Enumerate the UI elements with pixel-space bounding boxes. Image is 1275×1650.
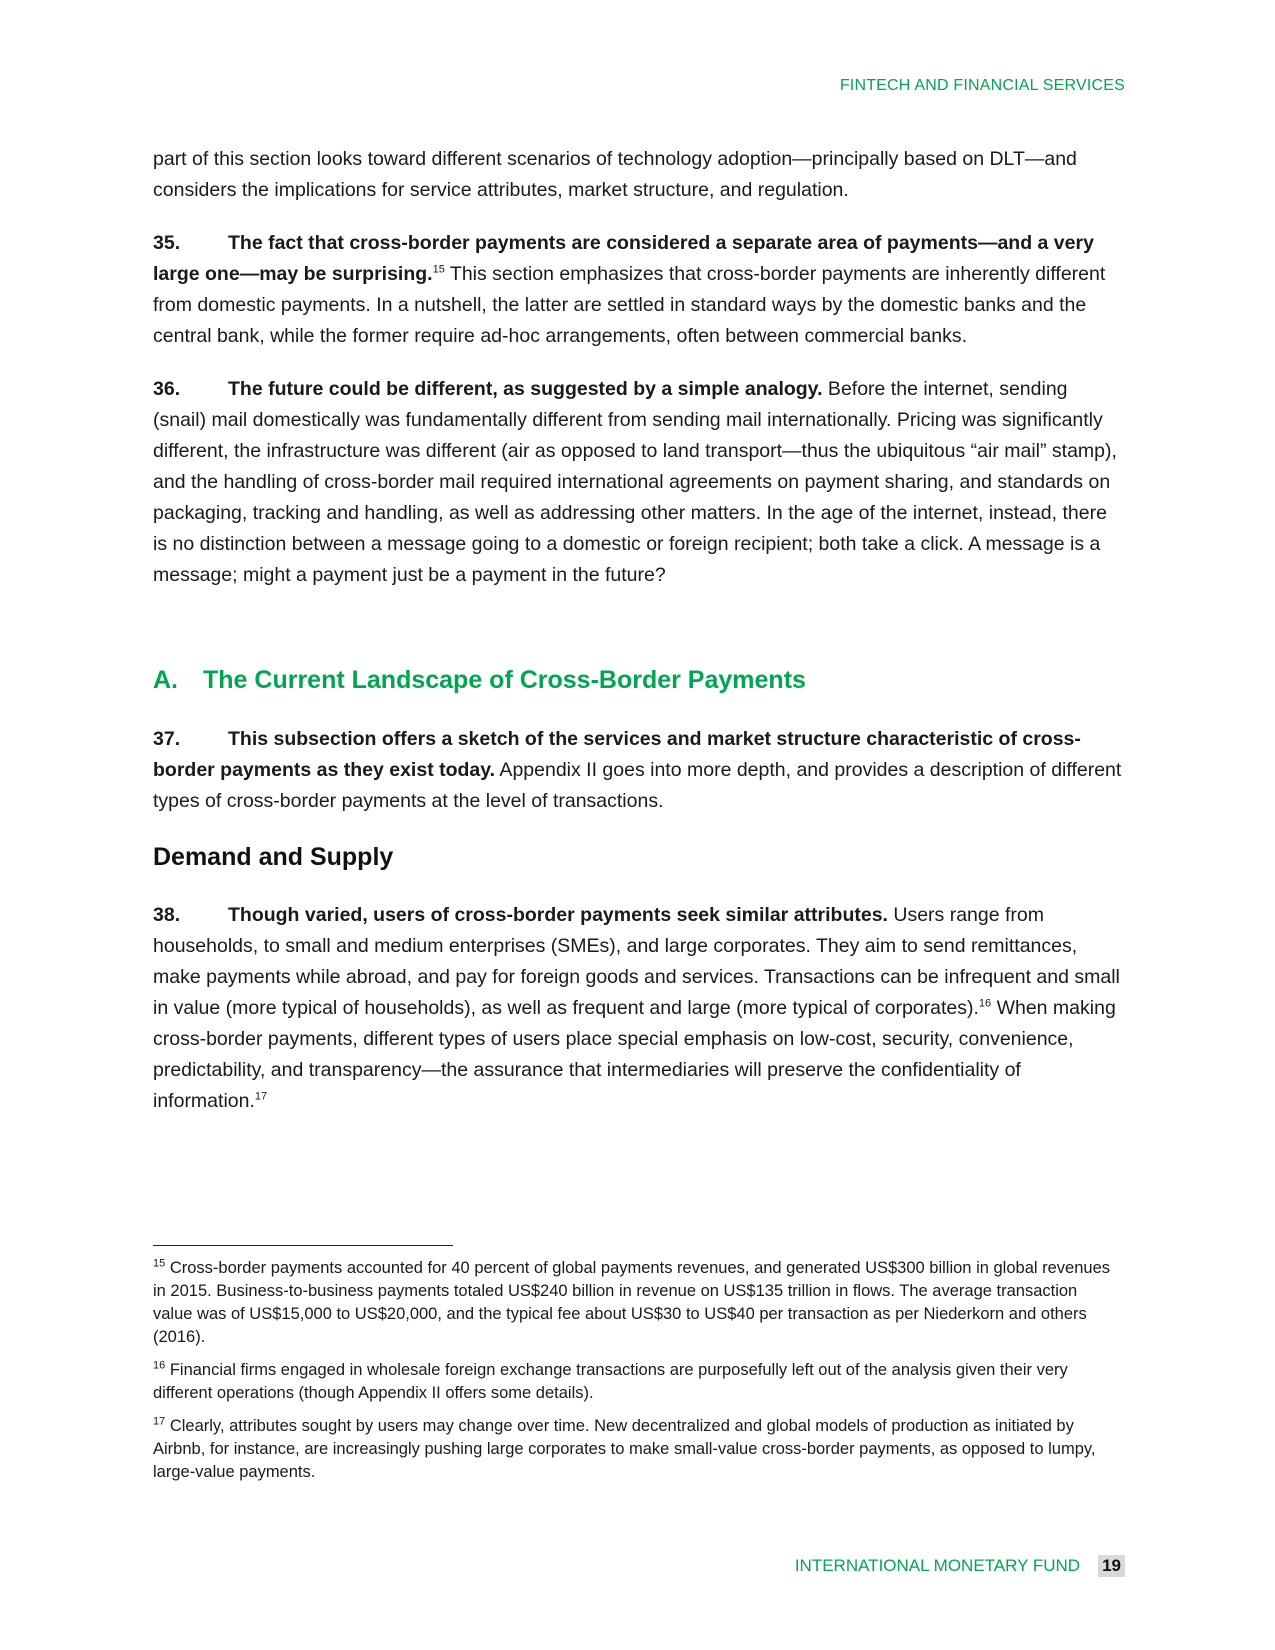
footnote-16 <box>153 1359 1113 1405</box>
footer-org: INTERNATIONAL MONETARY FUND <box>794 1556 1081 1575</box>
footnote-text: Cross-border payments accounted for 40 percent of global payments revenues, and generated US$300 billion in global revenues in 2015. Business-to-business payments totaled US$240 billion in revenue on US$135 trillion in flows. The average transaction value was of US$15,000 to US$20,000, and the typical fee about US$30 to US$40 per transaction as per Niederkorn and others (2016). <box>153 1259 1110 1346</box>
subsection-heading: Demand and Supply <box>153 843 394 871</box>
paragraph-number: 38. <box>153 904 181 926</box>
footnote-text: Clearly, attributes sought by users may change over time. New decentralized and global models of production as initiated by Airbnb, for instance, are increasingly pushing large corporates to make small-value cross-border payments, as opposed to lumpy, large-value payments. <box>153 1417 1096 1481</box>
body-block-top <box>153 144 1125 613</box>
footnote-ref-17[interactable]: 17 <box>254 1090 268 1103</box>
footnote-ref-16[interactable]: 16 <box>978 997 992 1010</box>
paragraph-lead: The future could be different, as suggested by a simple analogy. <box>228 378 823 400</box>
paragraph-number: 36. <box>153 378 181 400</box>
footnotes <box>153 1257 1113 1494</box>
footnote-text: Financial firms engaged in wholesale foreign exchange transactions are purposefully left out of the analysis given their very different operations (though Appendix II offers some details). <box>153 1361 1068 1402</box>
paragraph-number: 35. <box>153 232 181 254</box>
paragraph-38 <box>153 900 1125 1117</box>
paragraph-number: 37. <box>153 728 181 750</box>
section-title: The Current Landscape of Cross-Border Payments <box>203 666 806 694</box>
paragraph-body: Users range from households, to small and medium enterprises (SMEs), and large corporates. They aim to send remittances, make payments while abroad, and pay for foreign goods and services. Transactions can be infrequent and small in value (more typical of households), as well as frequent and large (more typical of corporates). <box>153 904 1120 1019</box>
footnote-17 <box>153 1415 1113 1484</box>
footnote-number: 16 <box>153 1359 166 1372</box>
footnote-number: 15 <box>153 1257 166 1270</box>
footnote-number: 17 <box>153 1415 166 1428</box>
page-number: 19 <box>1098 1555 1125 1577</box>
section-letter: A. <box>153 666 178 694</box>
paragraph-lead: Though varied, users of cross-border payments seek similar attributes. <box>228 904 888 926</box>
paragraph-body-cont: When making cross-border payments, different types of users place special emphasis on low-cost, security, convenience, predictability, and transparency—the assurance that intermediaries will preserve the confidentiality of information. <box>153 997 1116 1112</box>
section-heading-a <box>153 666 806 695</box>
running-header: FINTECH AND FINANCIAL SERVICES <box>839 77 1125 94</box>
paragraph-lead: This subsection offers a sketch of the services and market structure characteristic of cross-border payments as they exist today. <box>153 728 1081 781</box>
paragraph-body: Appendix II goes into more depth, and provides a description of different types of cross-border payments at the level of transactions. <box>153 759 1122 812</box>
footnote-divider <box>153 1245 453 1246</box>
paragraph-body: This section emphasizes that cross-border payments are inherently different from domestic payments. In a nutshell, the latter are settled in standard ways by the domestic banks and the central bank, while the former require ad-hoc arrangements, often between commercial banks. <box>153 263 1106 347</box>
footnote-15 <box>153 1257 1113 1349</box>
paragraph-36 <box>153 374 1125 591</box>
paragraph-body: Before the internet, sending (snail) mail domestically was fundamentally different from sending mail internationally. Pricing was significantly different, the infrastructure was different (air as opposed to land transport—thus the ubiquitous “air mail” stamp), and the handling of cross-border mail required international agreements on payment sharing, and standards on packaging, tracking and handling, as well as addressing other matters. In the age of the internet, instead, there is no distinction between a message going to a domestic or foreign recipient; both take a click. A message is a message; might a payment just be a payment in the future? <box>153 378 1117 586</box>
paragraph-37 <box>153 724 1125 817</box>
paragraph-lead: The fact that cross-border payments are considered a separate area of payments—and a very large one—may be surprising. <box>153 232 1094 285</box>
paragraph-35 <box>153 228 1125 352</box>
footnote-ref-15[interactable]: 15 <box>432 263 445 276</box>
page-footer <box>795 1555 1125 1577</box>
intro-paragraph: part of this section looks toward different scenarios of technology adoption—principally based on DLT—and considers the implications for service attributes, market structure, and regulation. <box>153 148 1077 201</box>
body-block-38 <box>153 900 1125 1139</box>
body-block-37 <box>153 724 1125 839</box>
